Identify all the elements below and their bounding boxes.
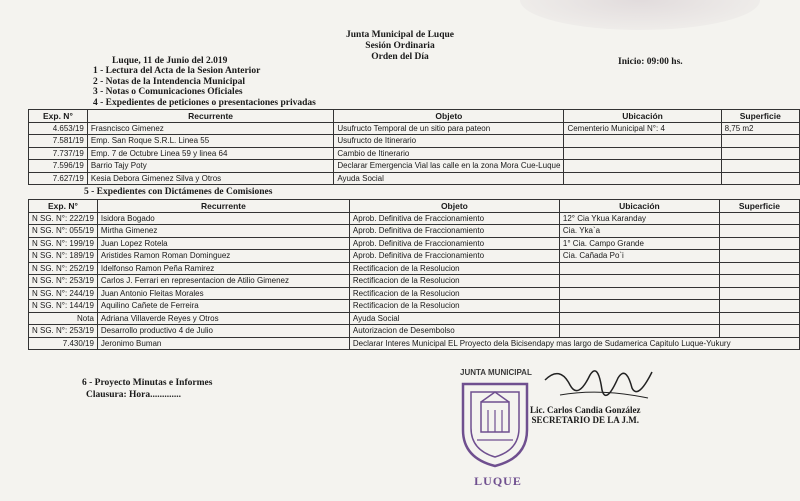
table-row	[29, 337, 800, 350]
session-date: Luque, 11 de Junio del 2.019	[112, 56, 228, 66]
table-cell	[559, 262, 719, 275]
commission-reports-table	[28, 199, 800, 350]
seal-top-text: JUNTA MUNICIPAL	[460, 368, 532, 377]
table-cell	[719, 225, 799, 238]
table-cell: N SG. N°: 253/19	[29, 275, 98, 288]
table-cell	[719, 275, 799, 288]
table-cell: N SG. N°: 055/19	[29, 225, 98, 238]
table-cell	[559, 287, 719, 300]
table-cell	[721, 160, 799, 173]
table-row	[29, 122, 800, 135]
table-cell	[721, 135, 799, 148]
table-cell: Usufructo de Itinerario	[334, 135, 564, 148]
table-cell: Declarar Interes Municipal EL Proyecto dela Bicisendapy mas largo de Sudamerica Capitulo Luque-Yukury	[349, 337, 799, 350]
table-cell: Nota	[29, 312, 98, 325]
table-cell: Cementerio Municipal N°: 4	[564, 122, 721, 135]
section-6-heading: 6 - Proyecto Minutas e Informes	[82, 378, 213, 388]
table-row	[29, 287, 800, 300]
table-cell: 4.653/19	[29, 122, 88, 135]
table-cell: Cia. Cañada Po`i	[559, 250, 719, 263]
table-cell: 7.596/19	[29, 160, 88, 173]
table-cell	[564, 147, 721, 160]
table-cell: 7.581/19	[29, 135, 88, 148]
agenda-item-1: 1 - Lectura del Acta de la Sesion Anterior	[93, 66, 261, 76]
agenda-item-3: 3 - Notas o Comunicaciones Oficiales	[93, 87, 243, 97]
table-cell: Rectificacion de la Resolucion	[349, 287, 559, 300]
table-cell: N SG. N°: 189/19	[29, 250, 98, 263]
handwritten-signature	[540, 360, 660, 410]
table-cell: Carlos J. Ferrari en representacion de Atilio Gimenez	[97, 275, 349, 288]
table-row	[29, 237, 800, 250]
table-row	[29, 275, 800, 288]
municipal-seal	[455, 370, 535, 470]
table-cell: 7.737/19	[29, 147, 88, 160]
table-cell: Adriana Villaverde Reyes y Otros	[97, 312, 349, 325]
table-row	[29, 325, 800, 338]
table-cell: Ayuda Social	[334, 172, 564, 185]
table-cell: Aprob. Definitiva de Fraccionamiento	[349, 237, 559, 250]
table-row	[29, 225, 800, 238]
table-cell	[719, 212, 799, 225]
agenda-item-4: 4 - Expedientes de peticiones o presentaciones privadas	[93, 97, 316, 108]
table-cell: Rectificacion de la Resolucion	[349, 262, 559, 275]
seal-bottom-text: LUQUE	[474, 474, 522, 488]
col-ubicacion: Ubicación	[559, 200, 719, 213]
table-cell: Aprob. Definitiva de Fraccionamiento	[349, 250, 559, 263]
table-cell: N SG. N°: 253/19	[29, 325, 98, 338]
header-session: Sesión Ordinaria	[365, 41, 435, 51]
table-cell: Desarrollo productivo 4 de Julio	[97, 325, 349, 338]
table-cell	[721, 147, 799, 160]
col-objeto: Objeto	[349, 200, 559, 213]
agenda-list	[93, 66, 316, 108]
table-header-row	[29, 110, 800, 123]
signatory-title: SECRETARIO DE LA J.M.	[531, 415, 640, 425]
header-institution: Junta Municipal de Luque	[346, 30, 454, 40]
private-petitions-table	[28, 109, 800, 185]
table-cell: 7.627/19	[29, 172, 88, 185]
table-cell	[719, 325, 799, 338]
pink-smudge	[520, 0, 760, 30]
table-cell: Aristides Ramon Roman Dominguez	[97, 250, 349, 263]
table-row	[29, 250, 800, 263]
col-exp: Exp. N°	[29, 110, 88, 123]
table-cell	[559, 325, 719, 338]
table-header-row	[29, 200, 800, 213]
col-recurrente: Recurrente	[97, 200, 349, 213]
table-cell	[564, 160, 721, 173]
table-cell: 1° Cia. Campo Grande	[559, 237, 719, 250]
table-cell: Mirtha Gimenez	[97, 225, 349, 238]
agenda-item-2: 2 - Notas de la Intendencia Municipal	[93, 76, 246, 87]
start-time: Inicio: 09:00 hs.	[618, 57, 683, 67]
table-cell: N SG. N°: 144/19	[29, 300, 98, 313]
table-row	[29, 312, 800, 325]
table-row	[29, 300, 800, 313]
signatory-name: Lic. Carlos Candia González	[530, 405, 641, 415]
table-cell: Emp. San Roque S.R.L. Linea 55	[87, 135, 333, 148]
table-cell: Emp. 7 de Octubre Linea 59 y linea 64	[87, 147, 333, 160]
table-cell: Kesia Debora Gimenez Silva y Otros	[87, 172, 333, 185]
table-cell	[559, 275, 719, 288]
table-cell: Aprob. Definitiva de Fraccionamiento	[349, 225, 559, 238]
table-cell: Usufructo Temporal de un sitio para pateon	[334, 122, 564, 135]
table-row	[29, 172, 800, 185]
table-cell: Aquilino Cañete de Ferreira	[97, 300, 349, 313]
table-cell	[719, 312, 799, 325]
table-cell: Declarar Emergencia Vial las calle en la zona Mora Cue-Luque	[334, 160, 564, 173]
table-cell: N SG. N°: 244/19	[29, 287, 98, 300]
table1-body	[29, 122, 800, 185]
table-cell: Idelfonso Ramon Peña Ramirez	[97, 262, 349, 275]
signature-block	[530, 405, 641, 425]
table-cell	[719, 300, 799, 313]
table-cell: Juan Antonio Fleitas Morales	[97, 287, 349, 300]
table-cell	[564, 135, 721, 148]
table-cell: 8,75 m2	[721, 122, 799, 135]
closing-time: Clausura: Hora.............	[86, 390, 181, 400]
table-cell: Isidora Bogado	[97, 212, 349, 225]
table-cell: Rectificacion de la Resolucion	[349, 300, 559, 313]
table-cell: 12° Cia Ykua Karanday	[559, 212, 719, 225]
table-cell	[719, 262, 799, 275]
table-row	[29, 212, 800, 225]
table-cell: Jeronimo Buman	[97, 337, 349, 350]
table-cell: 7.430/19	[29, 337, 98, 350]
table-cell: Frasncisco Gimenez	[87, 122, 333, 135]
table-cell	[564, 172, 721, 185]
col-exp: Exp. N°	[29, 200, 98, 213]
table-cell: Barrio Tajy Poty	[87, 160, 333, 173]
table-cell: Autorizacion de Desembolso	[349, 325, 559, 338]
section-5-heading: 5 - Expedientes con Dictámenes de Comisiones	[84, 187, 273, 197]
col-superficie: Superficie	[721, 110, 799, 123]
table-cell: Cambio de Itinerario	[334, 147, 564, 160]
table-row	[29, 160, 800, 173]
table-cell: N SG. N°: 252/19	[29, 262, 98, 275]
col-recurrente: Recurrente	[87, 110, 333, 123]
col-superficie: Superficie	[719, 200, 799, 213]
table2-body	[29, 212, 800, 350]
table-cell: Juan Lopez Rotela	[97, 237, 349, 250]
table-cell	[721, 172, 799, 185]
table-row	[29, 262, 800, 275]
table-cell: N SG. N°: 199/19	[29, 237, 98, 250]
table-cell: Cia. Yka`a	[559, 225, 719, 238]
table-cell: N SG. N°: 222/19	[29, 212, 98, 225]
table-row	[29, 147, 800, 160]
table-cell	[559, 312, 719, 325]
header-agenda-title: Orden del Día	[371, 52, 429, 62]
table-cell	[719, 250, 799, 263]
table-cell: Rectificacion de la Resolucion	[349, 275, 559, 288]
col-objeto: Objeto	[334, 110, 564, 123]
table-cell	[719, 237, 799, 250]
table-row	[29, 135, 800, 148]
table-cell: Aprob. Definitiva de Fraccionamiento	[349, 212, 559, 225]
table-cell: Ayuda Social	[349, 312, 559, 325]
table-cell	[559, 300, 719, 313]
table-cell	[719, 287, 799, 300]
col-ubicacion: Ubicación	[564, 110, 721, 123]
